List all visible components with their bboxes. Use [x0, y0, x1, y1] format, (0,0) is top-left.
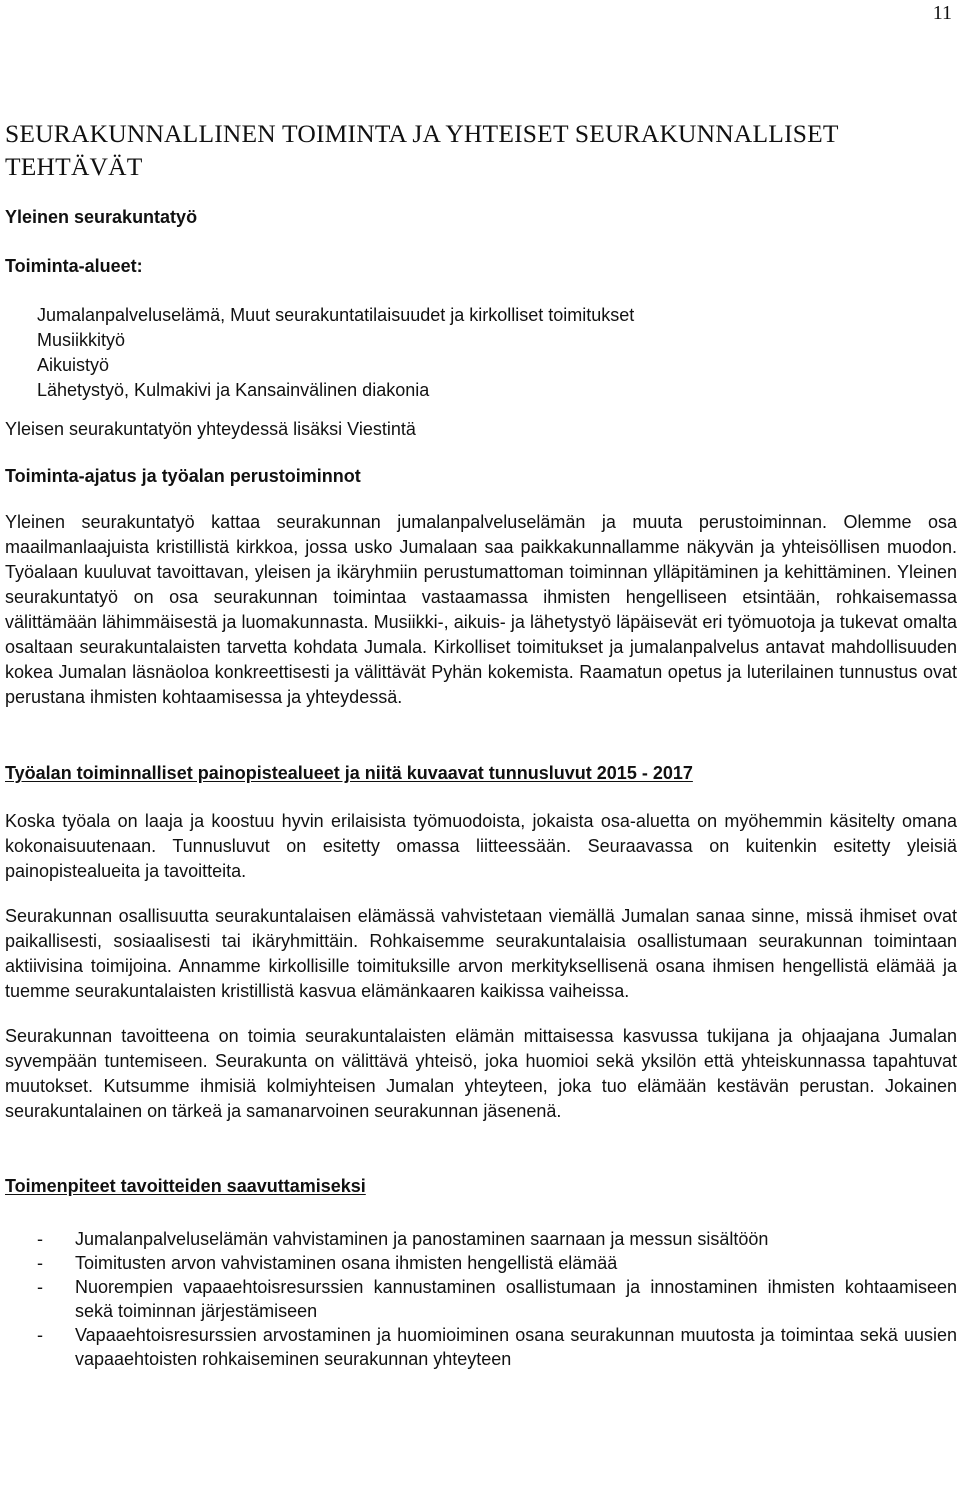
focus-paragraph: Seurakunnan tavoitteena on toimia seurakuntalaisten elämän mittaisessa kasvussa tukijana ja ohjaajana Jumalan syvempään tuntemiseen. Seurakunta on välittävä yhteisö, joka huomioi sekä yksilön että yhteiskunnassa tapahtuvat muutokset. Kutsumme ihmisiä kolmiyhteisen Jumalan yhteyteen, joka tuo elämään kestävän perustan. Jokainen seurakuntalainen on tärkeä ja samanarvoinen seurakunnan jäsenenä.	[5, 1026, 957, 1121]
list-item-text: Jumalanpalveluselämän vahvistaminen ja panostaminen saarnaan ja messun sisältöön	[75, 1229, 769, 1249]
list-dash: -	[37, 1253, 43, 1273]
focus-paragraph: Seurakunnan osallisuutta seurakuntalaisen elämässä vahvistetaan viemällä Jumalan sanaa sinne, missä ihmiset ovat paikallisesti, sosiaalisesti tai ikäryhmittäin. Rohkaisemme seurakuntalaisia osallistumaan seurakunnan toimintaan aktiivisina toimijoina. Annamme kirkollisille toimituksille arvon merkityksellisenä osana ihmisen hengellistä elämää ja tuemme seurakuntalaisten kristillistä kasvua elämänkaaren kaikissa vaiheissa.	[5, 906, 957, 1001]
focus-paragraph: Koska työala on laaja ja koostuu hyvin erilaisista työmuodoista, jokaista osa-aluetta on myöhemmin käsitelty omana kokonaisuutenaan. Tunnusluvut on esitetty omassa liitteessään. Seuraavassa on kuitenkin esitetty yleisiä painopistealueita ja tavoitteita.	[5, 811, 957, 881]
measures-heading: Toimenpiteet tavoitteiden saavuttamiseksi	[5, 1176, 366, 1196]
document-body	[5, 117, 957, 1371]
list-item	[5, 1275, 957, 1323]
list-item: Musiikkityö	[37, 330, 126, 350]
page-number: 11	[932, 2, 952, 24]
list-dash: -	[37, 1277, 43, 1297]
list-item-text: Nuorempien vapaaehtoisresurssien kannustaminen osallistumaan ja innostaminen ihmisten kohtaamiseen sekä toiminnan järjestämiseen	[75, 1277, 957, 1321]
purpose-paragraph: Yleinen seurakuntatyö kattaa seurakunnan jumalanpalveluselämän ja muuta perustoiminnan. Olemme osa maailmanlaajuista kristillistä kirkkoa, jossa usko Jumalaan saa paikkakunnallamme näkyvän ja yhteisöllisen muodon. Työalaan kuuluvat tavoittavan, yleisen ja ikäryhmiin perustumattoman toiminnan ylläpitäminen ja kehittäminen. Yleinen seurakuntatyö on osa seurakunnan toimintaa vastaamassa ihmisten hengelliseen etsintään, rohkaisemassa välittämään lähimmäisestä ja luomakunnasta. Musiikki-, aikuis- ja lähetystyö läpäisevät eri työmuotoja ja tukevat omalta osaltaan seurakuntalaisten tarvetta kohdata Jumala. Kirkolliset toimitukset ja jumalanpalvelus antavat mahdollisuuden kokea Jumalan läsnäoloa konkreettisesti ja välittävät Pyhän kokemista. Raamatun opetus ja luterilainen tunnustus ovat perustana ihmisten kohtaamisessa ja yhteydessä.	[5, 512, 957, 707]
list-dash: -	[37, 1325, 43, 1345]
page-title: SEURAKUNNALLINEN TOIMINTA JA YHTEISET SEURAKUNNALLISET TEHTÄVÄT	[5, 119, 839, 181]
focus-heading: Työalan toiminnalliset painopistealueet ja niitä kuvaavat tunnusluvut 2015 - 2017	[5, 763, 693, 783]
list-item	[5, 1323, 957, 1371]
areas-heading: Toiminta-alueet:	[5, 256, 143, 276]
areas-note: Yleisen seurakuntatyön yhteydessä lisäksi Viestintä	[5, 419, 416, 439]
list-item-text: Toimitusten arvon vahvistaminen osana ihmisten hengellistä elämää	[75, 1253, 618, 1273]
list-item: Jumalanpalveluselämä, Muut seurakuntatilaisuudet ja kirkolliset toimitukset	[37, 305, 635, 325]
measures-list	[5, 1227, 957, 1371]
list-item	[5, 1251, 957, 1275]
list-item: Aikuistyö	[37, 355, 110, 375]
areas-list	[5, 303, 957, 403]
list-item-text: Vapaaehtoisresurssien arvostaminen ja huomioiminen osana seurakunnan muutosta ja toimintaa sekä uusien vapaaehtoisten rohkaiseminen seurakunnan yhteyteen	[75, 1325, 957, 1369]
list-item	[5, 1227, 957, 1251]
purpose-heading: Toiminta-ajatus ja työalan perustoiminnot	[5, 466, 361, 486]
section-heading: Yleinen seurakuntatyö	[5, 207, 198, 227]
list-item: Lähetystyö, Kulmakivi ja Kansainvälinen diakonia	[37, 380, 430, 400]
list-dash: -	[37, 1229, 43, 1249]
